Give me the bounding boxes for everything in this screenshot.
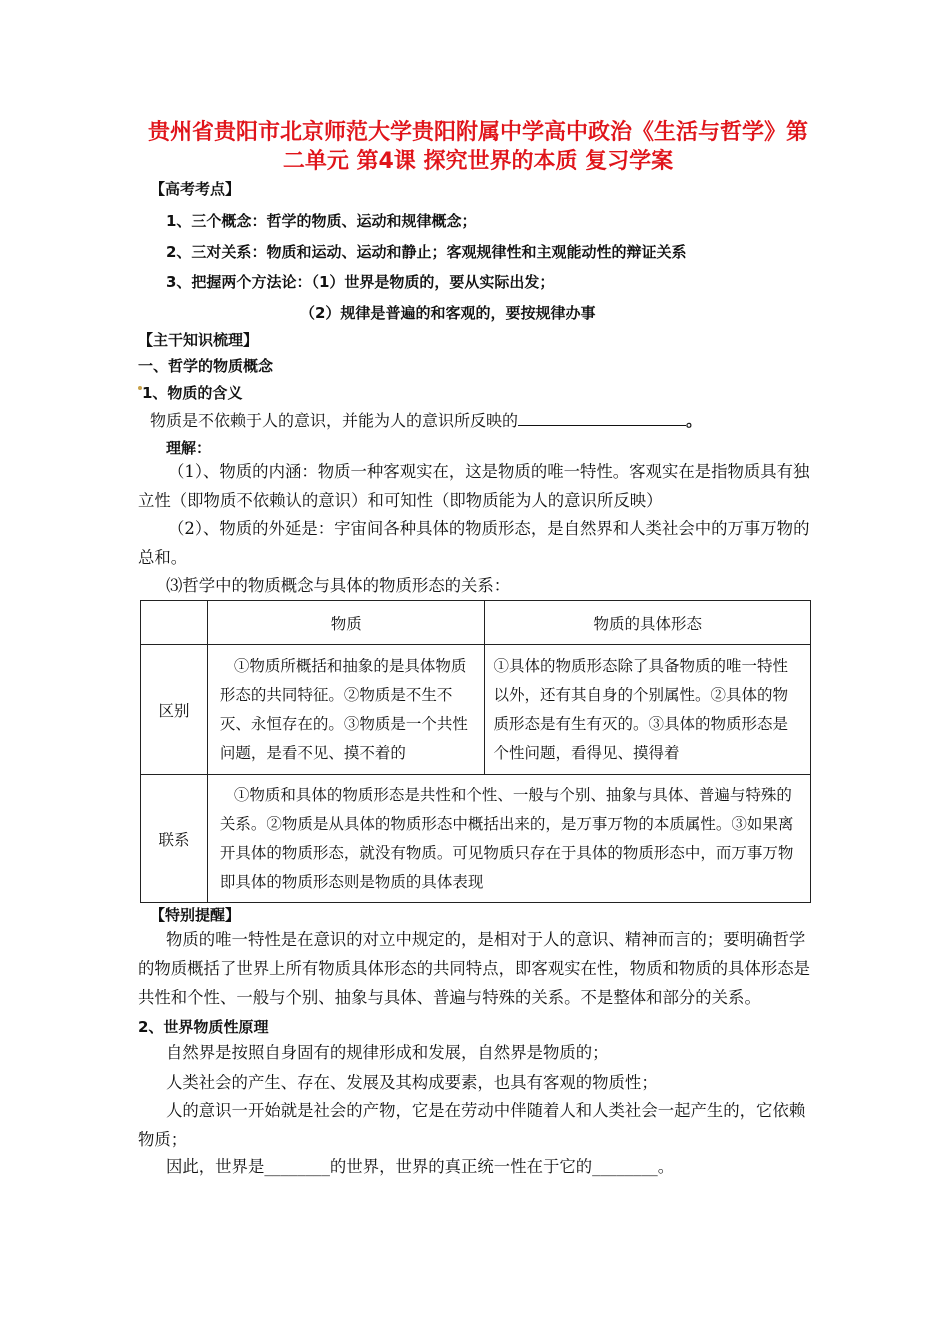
- row-label-connection: 联系: [141, 775, 208, 903]
- difference-forms-text: ①具体的物质形态除了具备物质的唯一特性以外，还有其自身的个别属性。②具体的物质形态是有生有灭的。③具体的物质形态是个性问题，看得见、摸得着: [493, 656, 788, 762]
- exam-point-3: 3、把握两个方法论：（1）世界是物质的，要从实际出发；: [166, 273, 555, 291]
- paragraph-relation: ⑶哲学中的物质概念与具体的物质形态的关系：: [166, 576, 511, 595]
- conclusion-blank-1[interactable]: ________: [264, 1157, 330, 1176]
- exam-point-2: 2、三对关系：物质和运动、运动和静止；客观规律性和主观能动性的辩证关系: [166, 243, 687, 261]
- understanding-label: 理解：: [166, 439, 212, 457]
- exam-point-3b: （2）规律是普遍的和客观的，要按规律办事: [300, 304, 596, 322]
- paragraph-connotation: （1）、物质的内涵：物质一种客观实在，这是物质的唯一特性。客观实在是指物质具有独立性（即物质不依赖认的意识）和可知性（即物质能为人的意识所反映）: [138, 462, 810, 510]
- reminder-heading: 【特别提醒】: [150, 906, 241, 924]
- conclusion-text-a: 因此，世界是: [166, 1157, 265, 1176]
- conclusion-text-b: 的世界，世界的真正统一性在于它的: [329, 1157, 593, 1176]
- conclusion-text-c: 。: [657, 1157, 675, 1176]
- table-row-connection: [141, 775, 811, 903]
- principle-line-2: 人类社会的产生、存在、发展及其构成要素，也具有客观的物质性；: [166, 1073, 658, 1092]
- main-knowledge-heading: 【主干知识梳理】: [138, 331, 259, 349]
- reminder-text: 物质的唯一特性是在意识的对立中规定的，是相对于人的意识、精神而言的；要明确哲学的物质概括了世界上所有物质具体形态的共同特点，即客观实在性，物质和物质的具体形态是共性和个性、一般与个别、抽象与具体、普遍与特殊的关系。不是整体和部分的关系。: [138, 930, 811, 1007]
- definition-line: [150, 409, 702, 432]
- definition-blank[interactable]: [518, 409, 686, 426]
- difference-matter-text: ①物质所概括和抽象的是具体物质形态的共同特征。②物质是不生不灭、永恒存在的。③物质是一个共性问题，是看不见、摸不着的: [219, 656, 468, 762]
- connection-cell: [207, 775, 810, 903]
- connection-text: ①物质和具体的物质形态是共性和个性、一般与个别、抽象与具体、普遍与特殊的关系。②物质是从具体的物质形态中概括出来的，是万事万物的本质属性。③如果离开具体的物质形态，就没有物质。可见物质只存在于具体的物质形态中，而万事万物即具体的物质形态则是物质的具体表现: [219, 785, 794, 891]
- conclusion-blank-2[interactable]: ________: [592, 1157, 658, 1176]
- principle-line-3: 人的意识一开始就是社会的产物，它是在劳动中伴随着人和人类社会一起产生的，它依赖物质；: [138, 1101, 806, 1149]
- subsection-1-heading: 1、物质的含义: [142, 384, 243, 402]
- comparison-table: [140, 600, 811, 903]
- table-corner-cell: [141, 601, 208, 645]
- difference-matter-cell: [207, 645, 485, 775]
- exam-point-1: 1、三个概念：哲学的物质、运动和规律概念；: [166, 212, 477, 230]
- table-header-matter: 物质: [207, 601, 485, 645]
- table-header-row: [141, 601, 811, 645]
- definition-text: 物质是不依赖于人的意识，并能为人的意识所反映的: [150, 411, 519, 430]
- section-2-heading: 2、世界物质性原理: [138, 1018, 269, 1036]
- table-header-concrete-forms: 物质的具体形态: [485, 601, 811, 645]
- paragraph-extension: （2）、物质的外延是：宇宙间各种具体的物质形态，是自然界和人类社会中的万事万物的总和。: [138, 519, 810, 567]
- document-title: 贵州省贵阳市北京师范大学贵阳附属中学高中政治《生活与哲学》第二单元 第4课 探究世界的本质 复习学案: [147, 120, 808, 174]
- table-row-difference: [141, 645, 811, 775]
- row-label-difference: 区别: [141, 645, 208, 775]
- principle-conclusion: [166, 1152, 816, 1181]
- definition-end: 。: [686, 411, 703, 430]
- principle-line-1: 自然界是按照自身固有的规律形成和发展，自然界是物质的；: [166, 1043, 609, 1062]
- exam-points-heading: 【高考考点】: [150, 180, 241, 198]
- difference-forms-cell: [485, 645, 811, 775]
- section-1-heading: 一、哲学的物质概念: [138, 357, 274, 375]
